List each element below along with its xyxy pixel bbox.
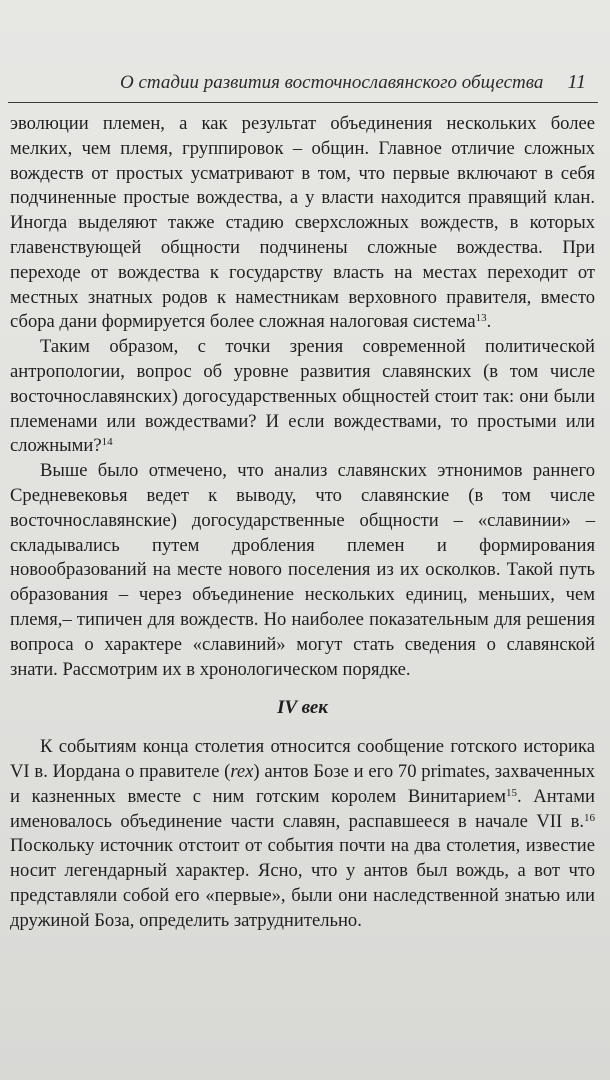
footnote-ref-15: 15	[506, 786, 517, 799]
paragraph-1	[10, 112, 595, 335]
footnote-ref-14: 14	[101, 436, 113, 449]
paragraph-2-text: Таким образом, с точки зрения современной политической антропологии, вопрос об уровне развития славянских (в том числе восточнославянских) догосударственных общностей стоит так: они были племенами или вождествами? И если вождествами, то простыми или сложными?	[10, 336, 595, 457]
paragraph-4-part-b: ) антов Бозе и его 70 primates, захваченных и казненных вместе с ним готским королем Винитарием	[10, 760, 595, 807]
paragraph-1-tail: .	[486, 311, 492, 333]
paragraph-4	[10, 735, 595, 933]
running-header	[8, 68, 598, 103]
footnote-ref-13: 13	[475, 312, 487, 325]
paragraph-4-part-d: Поскольку источник отстоит от события почти на два столетия, известие носит легендарный характер. Ясно, что у антов был вождь, а вот что представляли собой его «первые», были они наследственной знатью или дружиной Боза, определить затруднительно.	[10, 835, 595, 931]
paragraph-2	[10, 335, 595, 459]
footnote-ref-16: 16	[584, 811, 595, 824]
running-title: О стадии развития восточнославянского общества	[120, 72, 544, 93]
latin-term-rex: rex	[230, 760, 254, 782]
page-number: 11	[567, 71, 586, 93]
page-body	[10, 112, 595, 934]
paragraph-4-part-a: К событиям конца столетия относится сообщение готского историка VI в. Иордана о правителе (	[10, 736, 595, 782]
paragraph-3	[10, 459, 595, 682]
section-heading: IV век	[277, 697, 328, 719]
paragraph-1-text: эволюции племен, а как результат объединения нескольких более мелких, чем племя, группировок – общин. Главное отличие сложных вождеств от простых усматривают в том, что первые включают в себя подчиненные простые вождества, а у власти находится правящий клан. Иногда выделяют также стадию сверхсложных вождеств, в которых главенствующей общности подчинены сложные вождества. При переходе от вождества к государству власть на местах переходит от местных знатных родов к наместникам верховного правителя, вместо сбора дани формируется более сложная налоговая система	[10, 113, 595, 333]
paragraph-3-text: Выше было отмечено, что анализ славянских этнонимов раннего Средневековья ведет к выводу, что славянские (в том числе восточнославянские) догосударственные общности – «славинии» – складывались путем дробления племен и формирования новообразований на месте нового поселения из их осколков. Такой путь образования – через объединение нескольких единиц, меньших, чем племя,– типичен для вождеств. Но наиболее показательным для решения вопроса о характере «славиний» могут стать сведения о славянской знати. Рассмотрим их в хронологическом порядке.	[10, 460, 595, 680]
paragraph-4-part-c: . Антами именовалось объединение части славян, распавшееся в начале VII в.	[10, 785, 596, 832]
